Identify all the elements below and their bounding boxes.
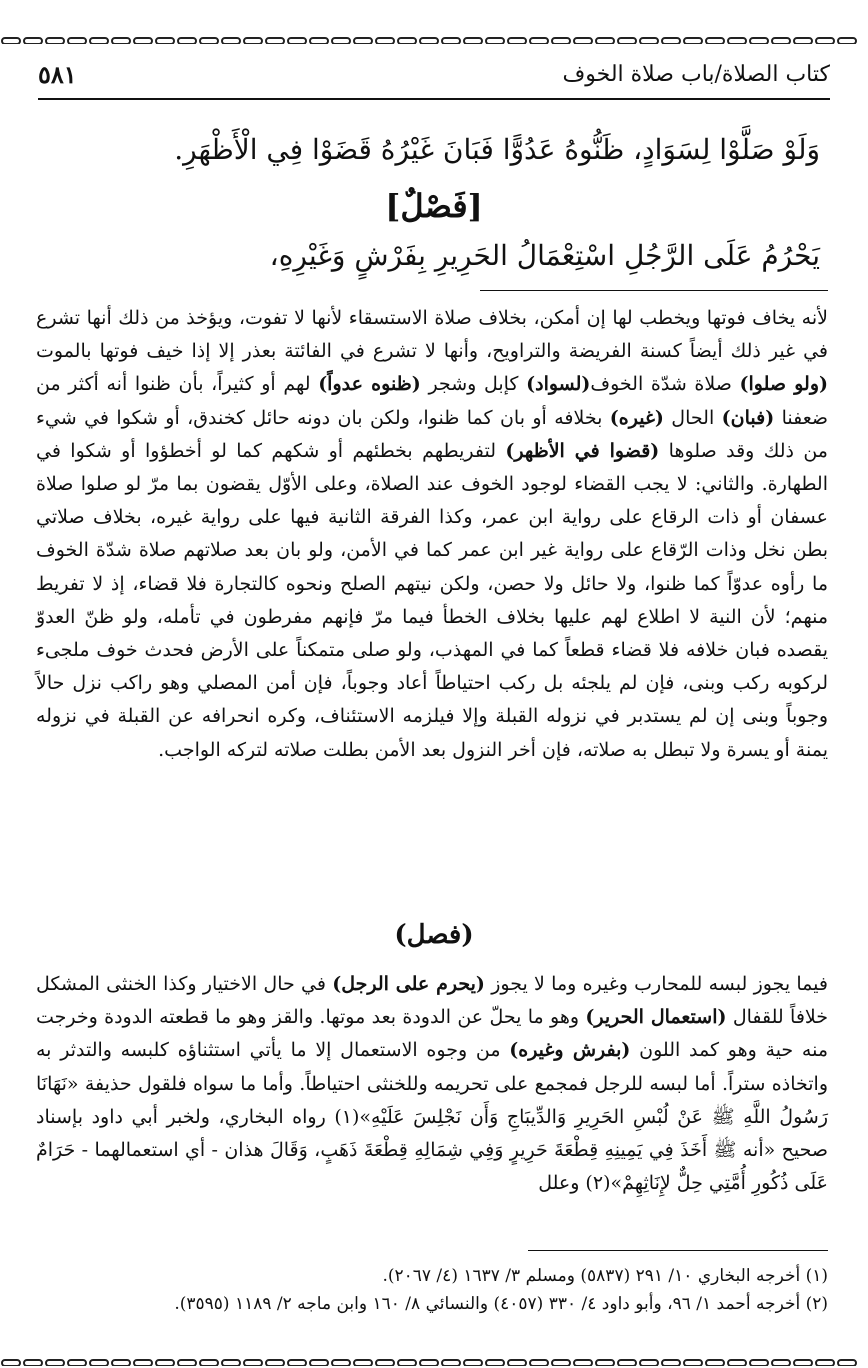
chain-link: [265, 1359, 285, 1366]
chain-link: [23, 1359, 43, 1366]
matn-keyword: (ظنوه عدواً): [318, 373, 421, 396]
chain-link: [111, 37, 131, 44]
chain-link: [89, 37, 109, 44]
chain-link: [375, 37, 395, 44]
chain-link: [67, 37, 87, 44]
page-header: [38, 56, 830, 100]
chain-link: [617, 37, 637, 44]
chain-link: [221, 37, 241, 44]
chain-link: [595, 1359, 615, 1366]
chain-link: [133, 1359, 153, 1366]
chain-link: [45, 37, 65, 44]
matn-keyword: (غيره): [609, 406, 664, 429]
chain-link: [199, 37, 219, 44]
chain-link: [529, 37, 549, 44]
chain-link: [309, 1359, 329, 1366]
matn-keyword: (يحرم على الرجل): [332, 973, 485, 995]
page-number: ٥٨١: [38, 60, 77, 89]
chain-link: [771, 1359, 791, 1366]
footnote-divider: [528, 1250, 828, 1251]
commentary-text: لتفريطهم بخطئهم أو شكهم كما لو أخطؤوا أو شكوا في الطهارة. والثاني: لا يجب القضاء لوجود الخوف عند الصلاة، وعلى الأوّل يقضون بما مرّ لو صلوا صلاة عسفان أو ذات الرقاع على رواية ابن عمر، وكذا الفرقة الثانية فيها على رواية غيره، بخلاف صلاتي بطن نخل وذات الرّقاع على رواية غير ابن عمر كما في الأمن، ولو بان بعد صلاتهم صلاة شدّة الخوف ما رأوه عدوّاً كما ظنوا، ولا حائل ولا حصن، ولكن نيتهم الصلح ونحوه كالتجارة فلا قضاء، إذ لا تفريط منهم؛ لأن النية لا اطلاع لهم عليها بخلاف الخطأ فيما مرّ فإنهم مفرطون في تأمله، ولو ظنّ العدوّ يقصده فبان خلافه فلا قضاء قطعاً كما في المهذب، ولو صلى متمكناً على الأرض فحدث خوف ملجىء لركوبه ركب وبنى، فإن لم يلجئه بل ركب احتياطاً أعاد وجوباً، فإن أمن المصلي وهو راكب نزل حالاً وجوباً وبنى إن لم يستدبر في نزوله القبلة وإلا فيلزمه الاستئناف، وكره انحرافه عن القبلة في نزوله يمنة أو يسرة ولا تبطل به صلاته، فإن أخر النزول بعد الأمن بطلت صلاته لتركه الواجب.: [36, 439, 828, 761]
commentary-text: في حال الاختيار وكذا الخنثى المشكل خلافاً للقفال: [36, 973, 828, 1029]
commentary-text: الحال: [671, 406, 715, 429]
chain-link: [331, 37, 351, 44]
chain-link: [815, 1359, 835, 1366]
chain-link: [507, 1359, 527, 1366]
chain-link: [683, 37, 703, 44]
footnote-2: (٢) أخرجه أحمد ١/ ٩٦، وأبو داود ٤/ ٣٣٠ (٤٠٥٧) والنسائي ٨/ ١٦٠ وابن ماجه ٢/ ١١٨٩ (٣٥٩٥).: [174, 1294, 828, 1314]
chain-link: [243, 1359, 263, 1366]
chain-link: [375, 1359, 395, 1366]
chain-link: [793, 1359, 813, 1366]
top-ornamental-border: [0, 30, 868, 44]
commentary-text: فيما يجوز لبسه للمحارب وغيره وما لا يجوز: [491, 973, 828, 995]
chain-link: [419, 1359, 439, 1366]
chain-link: [771, 37, 791, 44]
chain-link: [441, 1359, 461, 1366]
chain-link: [551, 1359, 571, 1366]
chain-link: [639, 1359, 659, 1366]
chain-link: [133, 37, 153, 44]
matn-keyword: (قضوا في الأظهر): [505, 439, 660, 462]
chain-link: [89, 1359, 109, 1366]
chain-link: [199, 1359, 219, 1366]
chain-link: [749, 37, 769, 44]
bottom-ornamental-border: [0, 1352, 868, 1366]
chain-link: [309, 37, 329, 44]
commentary-text: رواه البخاري، ولخبر أبي داود بإسناد صحيح «أنه ﷺ أَخَذَ فِي يَمِينِهِ قِطْعَةَ حَرِيرٍ وَفِي شِمَالِهِ قِطْعَةَ ذَهَبٍ، وَقَالَ هذان - أي استعمالهما - حَرَامٌ عَلَى ذُكُورِ أُمَّتِي حِلٌّ لإِنَاثِهِمْ»: [36, 1105, 828, 1195]
footnote-1: (١) أخرجه البخاري ١٠/ ٢٩١ (٥٨٣٧) ومسلم ٣/ ١٦٣٧ (٤/ ٢٠٦٧).: [382, 1266, 828, 1286]
footnote-ref: (١): [334, 1105, 360, 1128]
commentary-text: لأنه يخاف فوتها ويخطب لها إن أمكن، بخلاف صلاة الاستسقاء لأنها لا تفوت، ويؤخذ من ذلك أنها تشرع في غير ذلك أيضاً كسنة الفريضة والتراويح، وأنها لا تشرع في الفائتة بعذر إلا إذا خيف فوتها بالموت: [36, 307, 828, 363]
fasl-heading: [فَصْلٌ]: [385, 187, 483, 225]
chain-link: [67, 1359, 87, 1366]
chain-link: [111, 1359, 131, 1366]
chain-link: [727, 37, 747, 44]
commentary-text: لهم أو كثيراً، بأن ظنوا أنه أكثر من ضعفنا: [36, 373, 829, 429]
chain-link: [529, 1359, 549, 1366]
chain-link: [793, 37, 813, 44]
chain-link: [705, 37, 725, 44]
chain-link: [243, 37, 263, 44]
chain-link: [287, 37, 307, 44]
chain-link: [1, 1359, 21, 1366]
chain-link: [683, 1359, 703, 1366]
commentary-paragraph-2: [36, 968, 828, 1200]
footnotes: [36, 1262, 828, 1318]
matn-keyword: (استعمال الحرير): [585, 1006, 727, 1029]
commentary-text: وهو ما يحلّ عن الدودة بعد موتها. والقز وهو ما قطعته الدودة وخرجت منه حية وهو كمد اللون: [36, 1006, 829, 1062]
chain-link: [331, 1359, 351, 1366]
chain-link: [661, 1359, 681, 1366]
chain-link: [463, 1359, 483, 1366]
chain-link: [507, 37, 527, 44]
matn-keyword: (لسواد): [526, 373, 591, 396]
chain-link: [837, 37, 857, 44]
chain-link: [463, 37, 483, 44]
running-title: كتاب الصلاة/باب صلاة الخوف: [562, 62, 830, 87]
matn-underline: [480, 290, 828, 291]
chain-link: [1, 37, 21, 44]
chain-link: [23, 37, 43, 44]
commentary-paragraph-1: [36, 302, 828, 767]
commentary-text: صلاة شدّة الخوف: [590, 373, 732, 396]
matn-line-2: يَحْرُمُ عَلَى الرَّجُلِ اسْتِعْمَالُ الحَرِيرِ بِفَرْشٍ وَغَيْرِهِ،: [269, 239, 820, 272]
chain-link: [727, 1359, 747, 1366]
chain-link: [441, 37, 461, 44]
commentary-text: بخلافه أو بان كما ظنوا، ولكن بان دونه حائل كخندق، أو شكوا في شيء من ذلك وقد صلوها: [36, 406, 828, 462]
chain-link: [353, 1359, 373, 1366]
commentary-text: وعلل: [538, 1172, 586, 1195]
chain-link: [815, 37, 835, 44]
chain-link: [265, 37, 285, 44]
chain-link: [397, 37, 417, 44]
chain-link: [177, 37, 197, 44]
matn-keyword: (فبان): [721, 406, 775, 429]
chain-link: [617, 1359, 637, 1366]
matn-keyword: (ولو صلوا): [739, 373, 828, 396]
chain-link: [595, 37, 615, 44]
chain-link: [573, 37, 593, 44]
chain-link: [639, 37, 659, 44]
chain-link: [397, 1359, 417, 1366]
chain-link: [177, 1359, 197, 1366]
chain-link: [573, 1359, 593, 1366]
matn-line-1: وَلَوْ صَلَّوْا لِسَوَادٍ، ظَنُّوهُ عَدُوًّا فَبَانَ غَيْرُهُ قَضَوْا فِي الْأَظْهَرِ.: [174, 133, 820, 166]
commentary-text: من وجوه الاستعمال إلا ما يأتي استثناؤه كلبسه والتدثر به واتخاذه ستراً. أما لبسه للرجل فمجمع على تحريمه وللخنثى احتياطاً. وأما ما سواه فلقول حذيفة «نَهَانَا رَسُولُ اللَّهِ ﷺ عَنْ لُبْسِ الحَرِيرِ وَالدِّيبَاجِ وَأَن نَجْلِسَ عَلَيْهِ»: [36, 1039, 828, 1128]
matn-keyword: (بفرش وغيره): [509, 1039, 631, 1062]
fasl-subheading: (فصل): [394, 920, 474, 950]
chain-link: [749, 1359, 769, 1366]
chain-link: [155, 37, 175, 44]
footnote-ref: (٢): [585, 1172, 611, 1195]
chain-link: [419, 37, 439, 44]
chain-link: [221, 1359, 241, 1366]
chain-link: [661, 37, 681, 44]
chain-link: [353, 37, 373, 44]
chain-link: [705, 1359, 725, 1366]
chain-link: [155, 1359, 175, 1366]
chain-link: [485, 1359, 505, 1366]
chain-link: [837, 1359, 857, 1366]
chain-link: [485, 37, 505, 44]
chain-link: [551, 37, 571, 44]
commentary-text: كإبل وشجر: [428, 373, 519, 396]
chain-link: [45, 1359, 65, 1366]
chain-link: [287, 1359, 307, 1366]
